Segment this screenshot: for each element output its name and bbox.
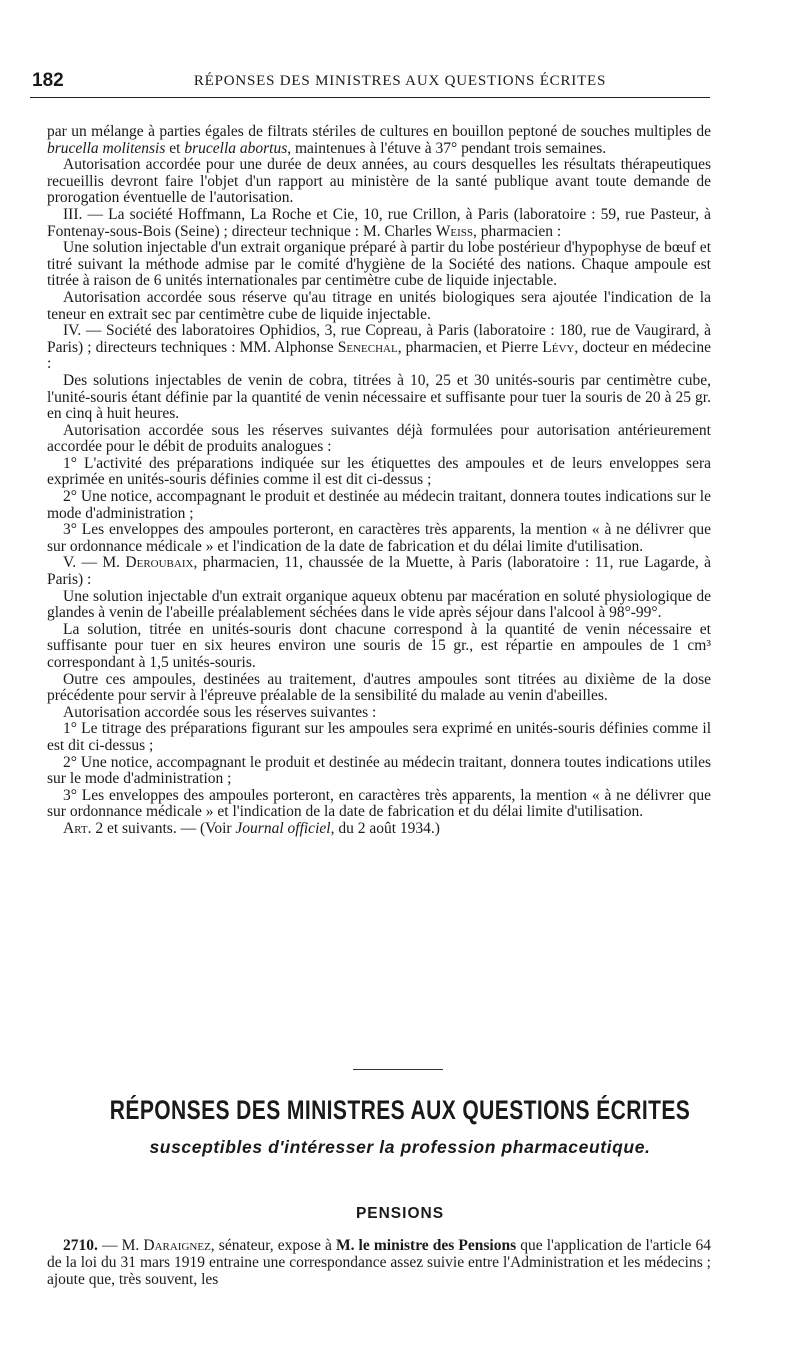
section-title: RÉPONSES DES MINISTRES AUX QUESTIONS ÉCRITES [109,1095,691,1125]
paragraph: Art. 2 et suivants. — (Voir Journal officiel, du 2 août 1934.) [63,819,440,837]
paragraph: Outre ces ampoules, destinées au traitement, d'autres ampoules sont titrées au dixième de la dose précédente pour servir à l'épreuve préalable de la sensibilité du malade au venin d'abeilles. [47,670,711,705]
minister-name: M. le ministre des Pensions [335,1237,517,1254]
paragraph: La solution, titrée en unités-souris dont chacune correspond à la quantité de venin nécessaire et suffisante pour tuer en six heures environ une souris de 15 gr., est répartie en ampoules de 1 cm³ correspondant à 1,5 unités-souris. [47,620,711,671]
paragraph: V. — M. Deroubaix, pharmacien, 11, chaussée de la Muette, à Paris (laboratoire : 11, rue Lagarde, à Paris) : [47,554,711,589]
page-header [0,70,800,96]
paragraph: par un mélange à parties égales de filtrats stériles de cultures en bouillon peptoné de souches multiples de brucella molitensis et brucella abortus, maintenues à l'étuve à 37° pendant trois semaines. [47,123,711,157]
paragraph: Autorisation accordée sous réserve qu'au titrage en unités biologiques sera ajoutée l'indication de la teneur en extrait sec par centimètre cube de liquide injectable. [47,288,711,323]
article-body [47,124,711,838]
header-rule [30,97,710,98]
paragraph: Autorisation accordée sous les réserves suivantes : [63,703,377,721]
paragraph: 3° Les enveloppes des ampoules porteront, en caractères très apparents, la mention « à ne délivrer que sur ordonnance médicale » et l'indication de la date de fabrication et du délai limite d'utilisation. [47,786,711,821]
paragraph: 2° Une notice, accompagnant le produit et destinée au médecin traitant, donnera toutes indications sur le mode d'administration ; [47,488,711,522]
senator-name: Daraignez [143,1237,211,1254]
paragraph: IV. — Société des laboratoires Ophidios, 3, rue Copreau, à Paris (laboratoire : 180, rue de Vaugirard, à Paris) ; directeurs techniques : MM. Alphonse Senechal, pharmacien, et Pierre Lévy, docteur en médecine : [47,322,711,373]
section-subtitle: susceptibles d'intéresser la profession pharmaceutique. [149,1137,651,1157]
paragraph: III. — La société Hoffmann, La Roche et Cie, 10, rue Crillon, à Paris (laboratoire : 59, rue Pasteur, à Fontenay-sous-Bois (Seine) ; directeur technique : M. Charles Weiss, pharmacien : [47,205,711,240]
paragraph: 2° Une notice, accompagnant le produit et destinée au médecin traitant, donnera toutes indications utiles sur le mode d'administration ; [47,753,711,788]
paragraph: Une solution injectable d'un extrait organique préparé à partir du lobe postérieur d'hypophyse de bœuf et titré suivant la méthode admise par le comité d'hygiène de la Société des nations. Chaque ampoule est titrée à raison de 6 unités internationales par centimètre cube de liquide injectable. [47,239,711,290]
question-2710: 2710. — M. Daraignez, sénateur, expose à M. le ministre des Pensions que l'application de l'article 64 de la loi du 31 mars 1919 entraine une correspondance assez suivie entre l'Administration et les médecins ; ajoute que, très souvent, les [47,1237,711,1288]
paragraph: Des solutions injectables de venin de cobra, titrées à 10, 25 et 30 unités-souris par centimètre cube, l'unité-souris étant définie par la quantité de venin nécessaire et suffisante pour tuer la souris de 20 à 25 gr. en cinq à huit heures. [47,371,711,423]
pensions-heading: PENSIONS [355,1205,445,1222]
paragraph: Autorisation accordée sous les réserves suivantes déjà formulées pour autorisation antérieurement accordée pour le débit de produits analogues : [47,421,711,456]
question-number: 2710. [63,1237,98,1254]
paragraph: 1° L'activité des préparations indiquée sur les étiquettes des ampoules et de leurs enveloppes sera exprimée en unités-souris définies comme il est dit ci-dessus ; [47,454,711,489]
page-number: 182 [32,70,64,91]
paragraph: Une solution injectable d'un extrait organique aqueux obtenu par macération en soluté physiologique de glandes à venin de l'abeille préalablement séchées dans le vide après séjour dans l'alcool à 98°-99°. [47,587,711,622]
paragraph: Autorisation accordée pour une durée de deux années, au cours desquelles les résultats thérapeutiques recueillis devront faire l'objet d'un rapport au ministère de la santé publique avant toute demande de prorogation éventuelle de l'autorisation. [47,156,711,207]
paragraph: 1° Le titrage des préparations figurant sur les ampoules sera exprimé en unités-souris définies comme il est dit ci-dessus ; [47,720,711,754]
running-title: RÉPONSES DES MINISTRES AUX QUESTIONS ÉCRITES [193,73,607,89]
paragraph: 3° Les enveloppes des ampoules porteront, en caractères très apparents, la mention « à ne délivrer que sur ordonnance médicale » et l'indication de la date de fabrication et du délai limite d'utilisation. [47,521,711,555]
section-separator [353,1069,443,1070]
